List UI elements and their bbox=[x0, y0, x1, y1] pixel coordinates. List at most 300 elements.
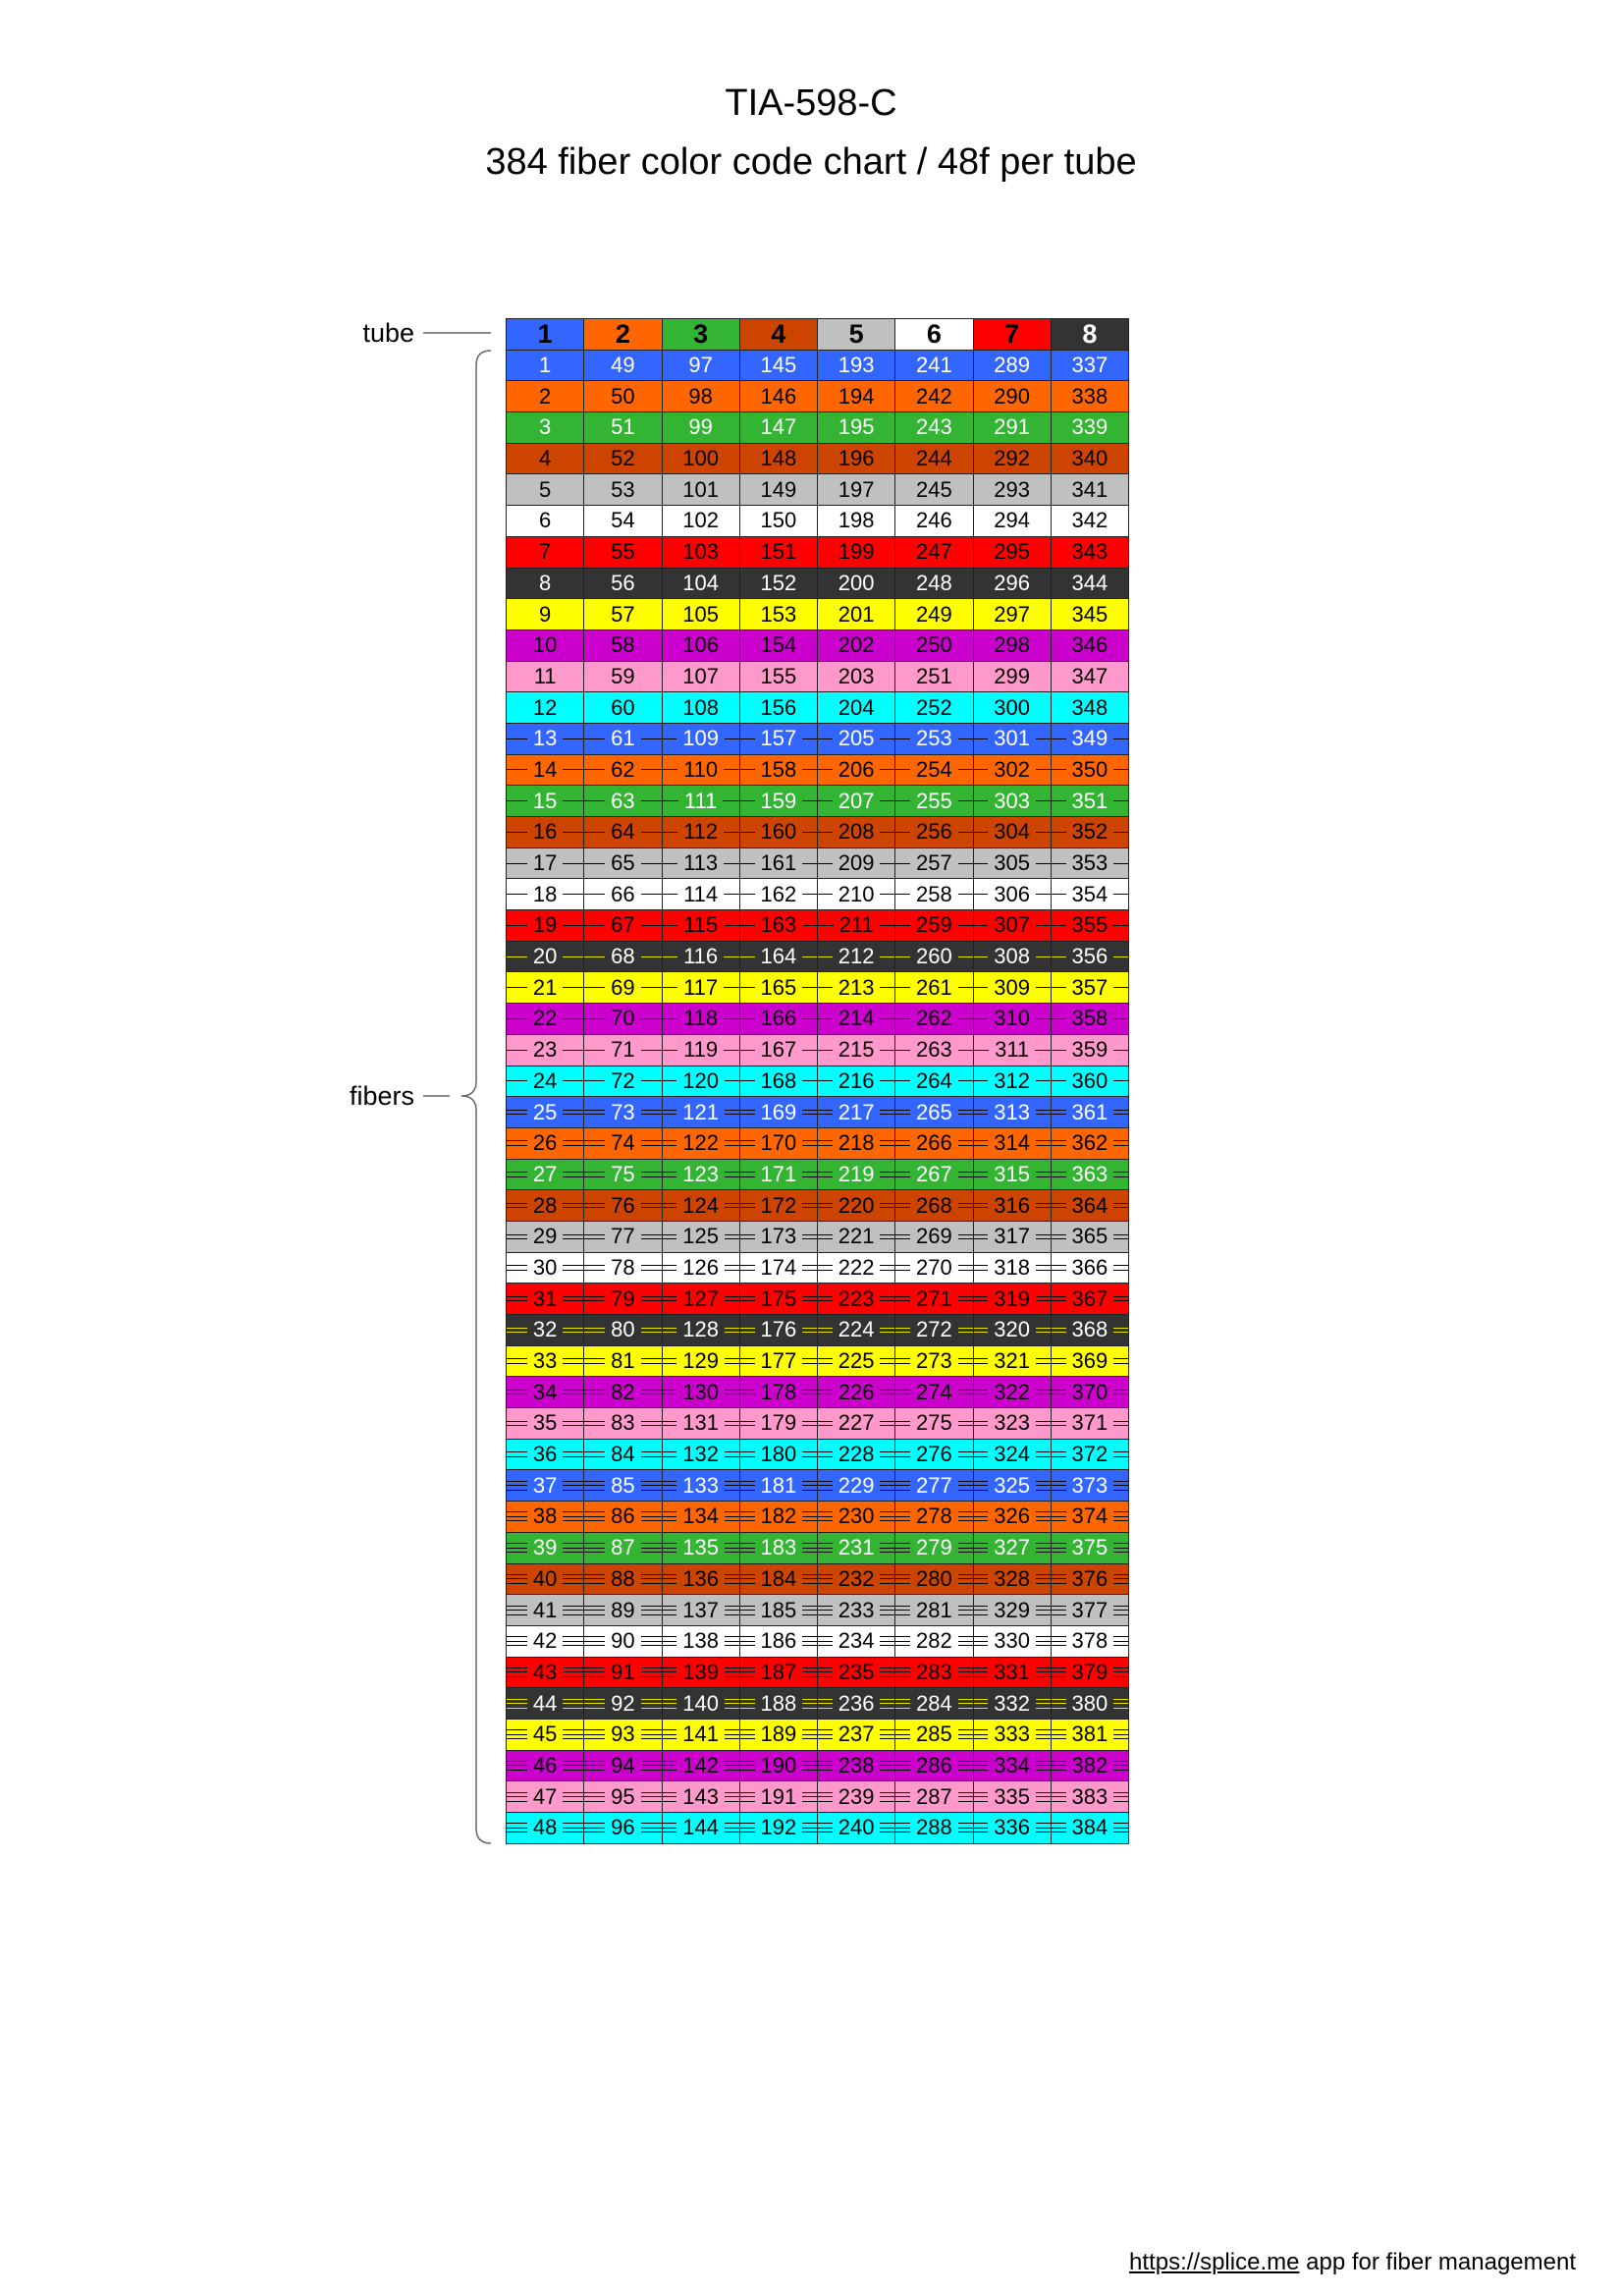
fiber-cell bbox=[895, 474, 973, 506]
fiber-cell bbox=[818, 1470, 895, 1502]
fiber-cell bbox=[1052, 817, 1129, 848]
fiber-cell bbox=[663, 879, 740, 910]
fiber-cell bbox=[740, 1470, 818, 1502]
fiber-cell bbox=[584, 1470, 662, 1502]
fiber-number: 203 bbox=[838, 663, 875, 688]
fiber-cell bbox=[974, 1502, 1052, 1533]
fiber-cell bbox=[507, 1097, 584, 1128]
fiber-number: 259 bbox=[910, 913, 958, 937]
fiber-number: 65 bbox=[605, 851, 640, 875]
fiber-number: 108 bbox=[682, 694, 719, 720]
fiber-number: 196 bbox=[838, 446, 875, 471]
fiber-cell bbox=[895, 1066, 973, 1098]
fiber-cell bbox=[818, 1658, 895, 1689]
fiber-cell bbox=[740, 1564, 818, 1596]
fiber-number: 299 bbox=[994, 663, 1030, 688]
fiber-cell bbox=[507, 942, 584, 973]
fiber-cell bbox=[818, 1408, 895, 1440]
fiber-number: 198 bbox=[838, 508, 875, 533]
fiber-number: 342 bbox=[1071, 508, 1108, 533]
fiber-number: 51 bbox=[611, 414, 635, 440]
fiber-cell bbox=[663, 1315, 740, 1346]
fiber-number: 6 bbox=[539, 508, 552, 533]
fiber-number: 123 bbox=[676, 1163, 725, 1186]
fiber-cell bbox=[740, 474, 818, 506]
fiber-number: 273 bbox=[910, 1349, 958, 1373]
fiber-number: 294 bbox=[994, 508, 1030, 533]
fiber-number: 35 bbox=[527, 1411, 563, 1435]
fiber-cell bbox=[507, 1470, 584, 1502]
fiber-number: 270 bbox=[910, 1256, 958, 1280]
fiber-cell bbox=[507, 381, 584, 412]
fiber-cell bbox=[740, 1533, 818, 1564]
fiber-number: 57 bbox=[611, 601, 635, 627]
fiber-number: 39 bbox=[527, 1536, 563, 1559]
fiber-cell bbox=[507, 1533, 584, 1564]
fiber-number: 148 bbox=[760, 446, 797, 471]
fiber-number: 206 bbox=[833, 758, 881, 782]
fiber-number: 171 bbox=[755, 1163, 803, 1186]
fiber-number: 95 bbox=[605, 1785, 640, 1809]
fiber-number: 143 bbox=[676, 1785, 725, 1809]
fiber-cell bbox=[895, 381, 973, 412]
fiber-number: 115 bbox=[677, 913, 724, 937]
fiber-cell bbox=[818, 1564, 895, 1596]
fiber-cell bbox=[818, 412, 895, 444]
fiber-cell bbox=[1052, 1658, 1129, 1689]
fiber-cell bbox=[663, 537, 740, 569]
fiber-number: 334 bbox=[988, 1754, 1036, 1777]
fiber-number: 112 bbox=[677, 820, 724, 844]
fiber-number: 332 bbox=[988, 1692, 1036, 1716]
fiber-number: 30 bbox=[527, 1256, 563, 1280]
fiber-number: 152 bbox=[760, 570, 797, 595]
fiber-number: 141 bbox=[676, 1722, 725, 1746]
fiber-number: 312 bbox=[988, 1069, 1036, 1093]
fiber-cell bbox=[584, 942, 662, 973]
fiber-number: 89 bbox=[605, 1599, 640, 1622]
fiber-cell bbox=[663, 1284, 740, 1315]
fiber-number: 209 bbox=[833, 851, 881, 875]
fiber-number: 163 bbox=[755, 913, 803, 937]
fiber-number: 278 bbox=[910, 1504, 958, 1528]
fiber-cell bbox=[507, 1626, 584, 1658]
fiber-number: 32 bbox=[527, 1318, 563, 1341]
fiber-cell bbox=[974, 1097, 1052, 1128]
fiber-number: 351 bbox=[1066, 790, 1114, 813]
fiber-cell bbox=[1052, 1253, 1129, 1285]
fiber-cell bbox=[818, 817, 895, 848]
fiber-number: 157 bbox=[755, 727, 803, 750]
fiber-number: 16 bbox=[527, 820, 563, 844]
fiber-number: 220 bbox=[833, 1194, 881, 1218]
fiber-number: 161 bbox=[755, 851, 803, 875]
fiber-number: 252 bbox=[916, 694, 952, 720]
fiber-number: 79 bbox=[605, 1287, 640, 1311]
fiber-number: 384 bbox=[1066, 1816, 1114, 1839]
fiber-number: 53 bbox=[611, 476, 635, 502]
fiber-number: 275 bbox=[910, 1411, 958, 1435]
fiber-cell bbox=[818, 1253, 895, 1285]
fiber-number: 210 bbox=[833, 883, 881, 906]
fiber-cell bbox=[1052, 692, 1129, 724]
fiber-number: 90 bbox=[605, 1629, 640, 1653]
fiber-cell bbox=[740, 1813, 818, 1844]
fibers-label: fibers bbox=[349, 1081, 414, 1111]
fiber-cell bbox=[818, 1688, 895, 1720]
fiber-cell bbox=[895, 755, 973, 787]
tube-header-cell bbox=[584, 319, 662, 351]
fiber-cell bbox=[584, 412, 662, 444]
fiber-cell bbox=[584, 972, 662, 1004]
fiber-number: 93 bbox=[605, 1722, 640, 1746]
fiber-cell bbox=[663, 848, 740, 880]
fiber-cell bbox=[663, 817, 740, 848]
fiber-number: 225 bbox=[833, 1349, 881, 1373]
fiber-cell bbox=[1052, 599, 1129, 630]
fiber-cell bbox=[507, 569, 584, 600]
fiber-number: 186 bbox=[755, 1629, 803, 1653]
fiber-number: 180 bbox=[755, 1443, 803, 1466]
fiber-cell bbox=[974, 1346, 1052, 1378]
fiber-number: 10 bbox=[532, 632, 558, 658]
fiber-cell bbox=[1052, 1595, 1129, 1626]
fiber-number: 369 bbox=[1066, 1349, 1114, 1373]
fiber-cell bbox=[584, 1160, 662, 1191]
fiber-number: 217 bbox=[833, 1101, 881, 1124]
fiber-cell bbox=[584, 1533, 662, 1564]
fiber-number: 321 bbox=[988, 1349, 1036, 1373]
fiber-number: 72 bbox=[605, 1069, 640, 1093]
fiber-number: 213 bbox=[833, 976, 881, 1000]
fiber-number: 23 bbox=[527, 1038, 563, 1062]
fiber-cell bbox=[584, 1688, 662, 1720]
fiber-number: 46 bbox=[527, 1754, 563, 1777]
fiber-number: 175 bbox=[755, 1287, 803, 1311]
fiber-cell bbox=[818, 1284, 895, 1315]
fiber-number: 322 bbox=[988, 1381, 1036, 1404]
fiber-number: 286 bbox=[910, 1754, 958, 1777]
fiber-cell bbox=[507, 910, 584, 942]
fiber-number: 97 bbox=[688, 353, 713, 378]
fiber-number: 2 bbox=[539, 383, 552, 409]
fiber-cell bbox=[507, 1190, 584, 1222]
fiber-number: 360 bbox=[1066, 1069, 1114, 1093]
fiber-number: 267 bbox=[910, 1163, 958, 1186]
fiber-number: 14 bbox=[527, 758, 563, 782]
fiber-number: 291 bbox=[994, 414, 1030, 440]
fiber-cell bbox=[974, 1658, 1052, 1689]
fiber-cell bbox=[974, 381, 1052, 412]
fiber-number: 85 bbox=[605, 1474, 640, 1498]
fiber-number: 117 bbox=[677, 976, 724, 1000]
fiber-cell bbox=[895, 942, 973, 973]
fiber-number: 68 bbox=[605, 945, 640, 968]
fiber-cell bbox=[740, 1222, 818, 1253]
fiber-number: 128 bbox=[676, 1318, 725, 1341]
fiber-cell bbox=[895, 537, 973, 569]
tube-header-cell bbox=[507, 319, 584, 351]
fiber-number: 359 bbox=[1066, 1038, 1114, 1062]
fiber-cell bbox=[1052, 474, 1129, 506]
fiber-number: 66 bbox=[605, 883, 640, 906]
fiber-number: 15 bbox=[527, 790, 563, 813]
fiber-number: 126 bbox=[676, 1256, 725, 1280]
fiber-cell bbox=[584, 1346, 662, 1378]
fiber-cell bbox=[507, 537, 584, 569]
fiber-number: 7 bbox=[539, 539, 552, 565]
fiber-number: 357 bbox=[1066, 976, 1114, 1000]
fiber-number: 172 bbox=[755, 1194, 803, 1218]
tube-number: 8 bbox=[1082, 319, 1098, 350]
fiber-number: 125 bbox=[676, 1225, 725, 1248]
page-subtitle: 384 fiber color code chart / 48f per tube bbox=[485, 141, 1137, 183]
fiber-number: 350 bbox=[1066, 758, 1114, 782]
fiber-number: 297 bbox=[994, 601, 1030, 627]
fiber-number: 96 bbox=[605, 1816, 640, 1839]
fiber-number: 260 bbox=[910, 945, 958, 968]
fiber-number: 288 bbox=[910, 1816, 958, 1839]
fiber-cell bbox=[818, 1720, 895, 1751]
fiber-cell bbox=[895, 599, 973, 630]
fiber-number: 133 bbox=[676, 1474, 725, 1498]
fiber-cell bbox=[895, 1315, 973, 1346]
fiber-number: 337 bbox=[1071, 353, 1108, 378]
fiber-cell bbox=[1052, 1222, 1129, 1253]
fiber-cell bbox=[507, 1440, 584, 1471]
fiber-cell bbox=[895, 1004, 973, 1035]
fiber-number: 176 bbox=[755, 1318, 803, 1341]
fiber-cell bbox=[507, 1688, 584, 1720]
fiber-cell bbox=[663, 1533, 740, 1564]
fiber-cell bbox=[584, 1035, 662, 1066]
fiber-number: 377 bbox=[1066, 1599, 1114, 1622]
fiber-number: 28 bbox=[527, 1194, 563, 1218]
fiber-number: 174 bbox=[755, 1256, 803, 1280]
fiber-cell bbox=[895, 662, 973, 693]
fiber-number: 318 bbox=[988, 1256, 1036, 1280]
fiber-cell bbox=[1052, 1720, 1129, 1751]
fiber-cell bbox=[974, 879, 1052, 910]
fiber-number: 99 bbox=[688, 414, 713, 440]
fiber-number: 283 bbox=[910, 1661, 958, 1684]
fiber-number: 354 bbox=[1066, 883, 1114, 906]
fiber-number: 105 bbox=[682, 601, 719, 627]
fiber-number: 200 bbox=[838, 570, 875, 595]
fiber-number: 328 bbox=[988, 1567, 1036, 1591]
fiber-number: 190 bbox=[755, 1754, 803, 1777]
fiber-cell bbox=[1052, 942, 1129, 973]
fiber-number: 379 bbox=[1066, 1661, 1114, 1684]
fiber-cell bbox=[507, 1160, 584, 1191]
fiber-cell bbox=[1052, 662, 1129, 693]
fiber-cell bbox=[818, 1595, 895, 1626]
fiber-cell bbox=[818, 848, 895, 880]
fiber-number: 274 bbox=[910, 1381, 958, 1404]
fiber-cell bbox=[895, 506, 973, 537]
fiber-number: 100 bbox=[682, 446, 719, 471]
fiber-number: 137 bbox=[676, 1599, 725, 1622]
fiber-number: 11 bbox=[533, 663, 557, 688]
tube-number: 1 bbox=[537, 319, 553, 350]
fiber-number: 167 bbox=[755, 1038, 803, 1062]
fiber-number: 219 bbox=[833, 1163, 881, 1186]
fiber-number: 195 bbox=[838, 414, 875, 440]
fiber-number: 113 bbox=[677, 851, 724, 875]
tube-number: 5 bbox=[848, 319, 864, 350]
fiber-cell bbox=[1052, 1626, 1129, 1658]
fiber-cell bbox=[974, 662, 1052, 693]
fiber-cell bbox=[740, 599, 818, 630]
fiber-cell bbox=[1052, 1440, 1129, 1471]
fiber-number: 155 bbox=[760, 663, 797, 688]
fiber-number: 341 bbox=[1071, 476, 1108, 502]
fiber-number: 326 bbox=[988, 1504, 1036, 1528]
fiber-cell bbox=[895, 1408, 973, 1440]
fiber-cell bbox=[507, 972, 584, 1004]
fiber-cell bbox=[1052, 1346, 1129, 1378]
fiber-cell bbox=[663, 1470, 740, 1502]
fiber-number: 154 bbox=[760, 632, 797, 658]
fiber-number: 261 bbox=[910, 976, 958, 1000]
fiber-number: 84 bbox=[605, 1443, 640, 1466]
fiber-number: 160 bbox=[755, 820, 803, 844]
fiber-cell bbox=[818, 474, 895, 506]
fiber-cell bbox=[974, 1720, 1052, 1751]
fiber-number: 166 bbox=[755, 1007, 803, 1030]
fiber-number: 33 bbox=[527, 1349, 563, 1373]
fiber-cell bbox=[1052, 1533, 1129, 1564]
fiber-cell bbox=[1052, 1688, 1129, 1720]
fiber-number: 119 bbox=[677, 1038, 724, 1062]
fiber-number: 103 bbox=[682, 539, 719, 565]
fiber-cell bbox=[740, 412, 818, 444]
fiber-cell bbox=[895, 351, 973, 382]
fiber-cell bbox=[507, 1284, 584, 1315]
fiber-cell bbox=[740, 1004, 818, 1035]
fiber-number: 107 bbox=[682, 663, 719, 688]
fiber-cell bbox=[1052, 506, 1129, 537]
fiber-cell bbox=[895, 1502, 973, 1533]
fiber-cell bbox=[974, 1160, 1052, 1191]
fiber-cell bbox=[507, 662, 584, 693]
fiber-cell bbox=[663, 1751, 740, 1782]
fiber-cell bbox=[1052, 786, 1129, 817]
fiber-number: 52 bbox=[611, 446, 635, 471]
fiber-number: 366 bbox=[1066, 1256, 1114, 1280]
fiber-cell bbox=[507, 506, 584, 537]
fiber-cell bbox=[895, 1813, 973, 1844]
fiber-cell bbox=[740, 1626, 818, 1658]
fiber-cell bbox=[740, 1502, 818, 1533]
fiber-cell bbox=[584, 569, 662, 600]
fiber-number: 216 bbox=[833, 1069, 881, 1093]
fiber-number: 181 bbox=[755, 1474, 803, 1498]
fiber-number: 233 bbox=[833, 1599, 881, 1622]
fiber-cell bbox=[584, 1720, 662, 1751]
fiber-cell bbox=[584, 1502, 662, 1533]
fiber-cell bbox=[974, 1751, 1052, 1782]
fiber-cell bbox=[584, 630, 662, 662]
fiber-cell bbox=[584, 474, 662, 506]
fiber-number: 59 bbox=[611, 663, 635, 688]
fiber-number: 131 bbox=[676, 1411, 725, 1435]
fiber-cell bbox=[507, 351, 584, 382]
fiber-number: 304 bbox=[988, 820, 1036, 844]
fiber-cell bbox=[663, 630, 740, 662]
fiber-cell bbox=[1052, 1813, 1129, 1844]
fiber-cell bbox=[740, 817, 818, 848]
fiber-number: 56 bbox=[611, 570, 635, 595]
fiber-cell bbox=[818, 599, 895, 630]
fiber-number: 83 bbox=[605, 1411, 640, 1435]
fiber-number: 74 bbox=[605, 1131, 640, 1155]
fiber-number: 64 bbox=[605, 820, 640, 844]
fiber-cell bbox=[1052, 351, 1129, 382]
fiber-cell bbox=[818, 630, 895, 662]
fiber-number: 277 bbox=[910, 1474, 958, 1498]
fiber-cell bbox=[663, 1813, 740, 1844]
fiber-cell bbox=[740, 444, 818, 475]
fiber-cell bbox=[818, 1377, 895, 1408]
fiber-cell bbox=[740, 1160, 818, 1191]
fiber-number: 194 bbox=[838, 383, 875, 409]
fiber-number: 42 bbox=[527, 1629, 563, 1653]
fiber-cell bbox=[1052, 1502, 1129, 1533]
fiber-cell bbox=[895, 412, 973, 444]
fiber-cell bbox=[584, 724, 662, 755]
fiber-cell bbox=[663, 755, 740, 787]
fiber-cell bbox=[740, 1097, 818, 1128]
fiber-number: 164 bbox=[755, 945, 803, 968]
fiber-number: 37 bbox=[527, 1474, 563, 1498]
fiber-cell bbox=[663, 599, 740, 630]
fiber-number: 246 bbox=[916, 508, 952, 533]
fiber-cell bbox=[740, 1408, 818, 1440]
fiber-cell bbox=[1052, 1066, 1129, 1098]
fiber-number: 254 bbox=[910, 758, 958, 782]
fiber-cell bbox=[507, 1502, 584, 1533]
fiber-number: 306 bbox=[988, 883, 1036, 906]
fiber-cell bbox=[895, 444, 973, 475]
fiber-cell bbox=[974, 910, 1052, 942]
splice-me-link[interactable]: https://splice.me bbox=[1129, 2249, 1300, 2275]
fiber-number: 223 bbox=[833, 1287, 881, 1311]
fiber-number: 375 bbox=[1066, 1536, 1114, 1559]
fiber-cell bbox=[740, 1595, 818, 1626]
fiber-cell bbox=[507, 1035, 584, 1066]
fiber-cell bbox=[818, 1346, 895, 1378]
fiber-cell bbox=[818, 506, 895, 537]
fiber-number: 361 bbox=[1066, 1101, 1114, 1124]
fiber-number: 135 bbox=[676, 1536, 725, 1559]
fiber-number: 314 bbox=[988, 1131, 1036, 1155]
fiber-cell bbox=[507, 630, 584, 662]
fiber-cell bbox=[1052, 537, 1129, 569]
fiber-number: 240 bbox=[833, 1816, 881, 1839]
fiber-number: 302 bbox=[988, 758, 1036, 782]
fiber-cell bbox=[818, 537, 895, 569]
fiber-cell bbox=[584, 755, 662, 787]
fiber-cell bbox=[584, 1284, 662, 1315]
fiber-cell bbox=[895, 1190, 973, 1222]
fiber-cell bbox=[895, 1160, 973, 1191]
fiber-cell bbox=[974, 1408, 1052, 1440]
fiber-number: 373 bbox=[1066, 1474, 1114, 1498]
fiber-cell bbox=[818, 1004, 895, 1035]
fiber-cell bbox=[895, 630, 973, 662]
fiber-cell bbox=[895, 1440, 973, 1471]
